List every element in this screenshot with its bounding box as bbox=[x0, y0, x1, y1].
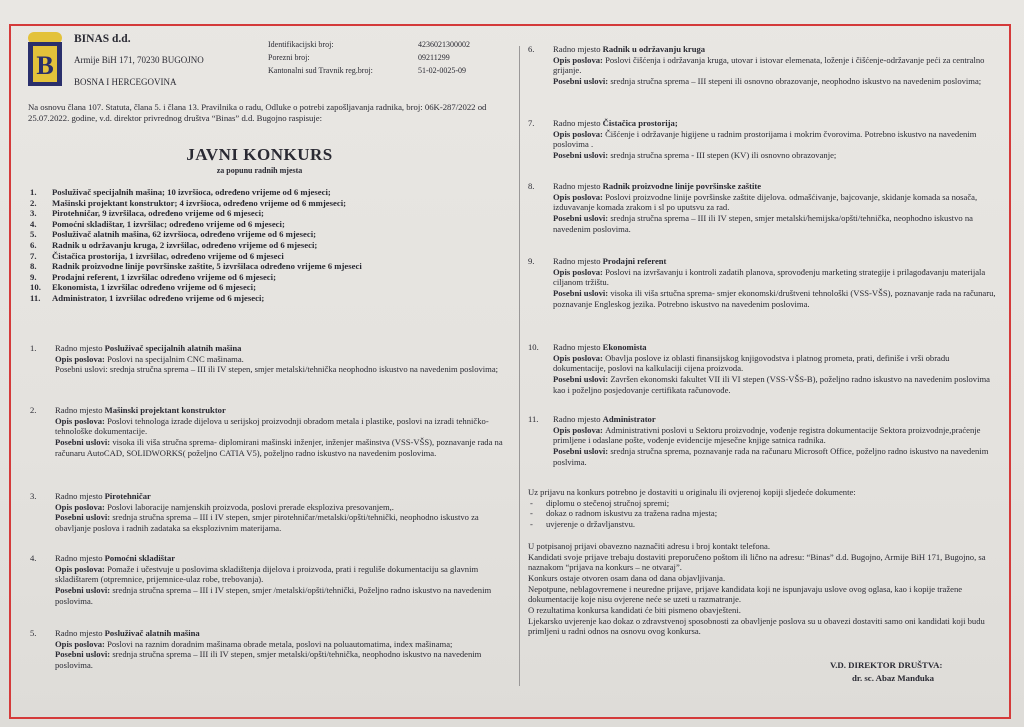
position-9: 9. Radno mjesto Prodajni referent Opis poslova: Poslovi na izvršavanju i kontroli zadatih planova, sprovođenju marketing strategije i prilagođavanju materijala ciljanom tržištu. Posebni uslovi: visoka ili viša srtučna sprema- smjer ekonomski/društveni tehnološki (VSS-VŠS), poznavanje rada na računaru, poznavanje Engleskog jezika. Potrebno iskustvo na navedenim poslovima. bbox=[528, 256, 996, 309]
binas-logo-icon bbox=[27, 32, 63, 86]
requirements-paragraph: Konkurs ostaje otvoren osam dana od dana objavljivanja. bbox=[528, 572, 726, 583]
position-6: 6. Radno mjesto Radnik u održavanju kruga Opis poslova: Poslovi čišćenja i održavanja kruga, utovar i istovar elemenata, loženje i čišćenje-održavanje peći za centralno grijanje. Posebni uslovi: srednja stručna sprema – III stepeni ili osnovno obrazovanje, neophodno iskustvo na navedenim poslovima; bbox=[528, 44, 985, 87]
list-item: 10. Ekonomista, 1 izvršilac određeno vrijeme od 6 mjeseci; bbox=[30, 282, 256, 293]
registry-tax-value: 09211299 bbox=[418, 53, 450, 62]
list-item: 2. Mašinski projektant konstruktor; 4 izvršioca, određeno vrijeme od 6 mmjeseci; bbox=[30, 197, 347, 208]
registry-tax-label: Porezni broj: bbox=[268, 53, 310, 62]
company-country: BOSNA I HERCEGOVINA bbox=[74, 77, 177, 87]
position-7: 7. Radno mjesto Čistačica prostorija; Opis poslova: Čišćenje i održavanje higijene u radnim prostorijama i mokrim čvorovima. Potrebno iskustvo na navedenim poslovima . Posebni uslovi: srednja stručna sprema - III stepen (KV) ili osnovno obrazovanje; bbox=[528, 118, 977, 161]
position-10: 10. Radno mjesto Ekonomista Opis poslova: Obavlja poslove iz oblasti finansijskog knjigovodstva i platnog prometa, prati, definiše i vrši obradu dokumentacije, poslovi na kalkulaciji cijena proizvoda. Posebni uslovi: Završen ekonomski fakultet VII ili VI stepen (VSS-VŠS-B), poželjno radno iskustvo na navedenim poslovima kao i poželjno posjedovanje certifikata računovođe. bbox=[528, 342, 990, 395]
requirements-paragraph: Kandidati svoje prijave trebaju dostaviti preporučeno poštom ili lično na adresu: “Binas” d.d. Bugojno, Armije BiH 171, Bugojno, sa naznakom “prijava na konkurs – ne otvaraj”. bbox=[528, 551, 986, 573]
list-item: 6. Radnik u održavanju kruga, 2 izvršilac, određeno vrijeme od 6 mjeseci; bbox=[30, 239, 318, 250]
list-item: - dokaz o radnom iskustvu za tražena radna mjesta; bbox=[530, 508, 718, 519]
summary-list bbox=[30, 187, 362, 304]
registry-court-label: Kantonalni sud Travnik reg.broj: bbox=[268, 66, 373, 75]
list-item: 7. Čistačica prostorija, 1 izvršilac, određeno vrijeme od 6 mjeseci bbox=[30, 250, 284, 261]
list-item: - uvjerenje o državljanstvu. bbox=[530, 519, 636, 530]
position-8: 8. Radno mjesto Radnik proizvodne linije površinske zaštite Opis poslova: Poslovi proizvodne linije površinske zaštite dijelova. odmašćivanje, bajcovanje, skidanje komada sa nosača, izduvavanje komada zrakom i sl po uputsvu za rad. Posebni uslovi: srednja stručna sprema – III ili IV stepen, smjer metalski/hemijska/opšti/tehnička, neophodno iskustvo na navedenim poslovima. bbox=[528, 181, 978, 234]
company-address: Armije BiH 171, 70230 BUGOJNO bbox=[74, 55, 204, 65]
registry-court-value: 51-02-0025-09 bbox=[418, 66, 466, 75]
list-item: - diplomu o stečenoj stručnoj spremi; bbox=[530, 497, 670, 508]
signature-title: V.D. DIREKTOR DRUŠTVA: bbox=[830, 660, 943, 670]
list-item: 8. Radnik proizvodne linije površinske zaštite, 5 izvršilaca određeno vrijeme 6 mjeseci bbox=[30, 261, 362, 272]
requirements-paragraph: O rezultatima konkursa kandidati će biti pismeno obavješteni. bbox=[528, 605, 741, 616]
registry-id-value: 4236021300002 bbox=[418, 40, 470, 49]
svg-text:B: B bbox=[36, 51, 54, 80]
page-subtitle: za popunu radnih mjesta bbox=[216, 166, 303, 175]
column-divider bbox=[519, 46, 520, 686]
page-title: JAVNI KONKURS bbox=[186, 145, 333, 164]
list-item: 11. Administrator, 1 izvršilac određeno vrijeme od 6 mjeseci; bbox=[30, 292, 265, 303]
requirements-paragraph: Ljekarsko uvjerenje kao dokaz o zdravstvenoj sposobnosti za obavljenje poslova su u obavezi dostaviti samo oni kandidati koji budu primljeni u radni odnos na osnovu ovog konkursa. bbox=[528, 615, 985, 637]
requirements-intro: Uz prijavu na konkurs potrebno je dostaviti u originalu ili ovjerenoj kopiji sljedeće dokumente: bbox=[528, 487, 856, 497]
requirements-block bbox=[528, 487, 994, 637]
position-1: 1. Radno mjesto Posluživač specijalnih alatnih mašina Opis poslova: Poslovi na specijalnim CNC mašinama. Posebni uslovi: srednja stručna sprema – III ili IV stepen, smjer metalski/tehnička neophodno iskustvo na navedenim poslovima; bbox=[30, 343, 499, 375]
position-2: 2. Radno mjesto Mašinski projektant konstruktor Opis poslova: Poslovi tehnologa izrade dijelova u serijskoj proizvodnji obradom metala i plastike, poslovi na izradi tehničko-tehnološke dokumentacije. Posebni uslovi: visoka ili viša stručna sprema- diplomirani mašinski inženjer, inženjer mašinstva (VSS-VŠS), poznavanje rada na računaru AutoCAD, SOLIDWORKS( poželjno CATIA V5), poželjno radno iskustvo na navedenim poslovima. bbox=[30, 405, 503, 458]
company-name: BINAS d.d. bbox=[74, 33, 131, 45]
requirements-paragraph: U potpisanoj prijavi obavezno naznačiti adresu i broj kontakt telefona. bbox=[528, 540, 770, 551]
position-5: 5. Radno mjesto Posluživač alatnih mašina Opis poslova: Poslovi na raznim doradnim mašinama obrade metala, poslovi na poluautomatima, index mašinama; Posebni uslovi: srednja stručna sprema – III ili IV stepen, smjer metalski/opšti/tehnička, neophodno iskustvo na navedenim poslovima. bbox=[30, 628, 482, 671]
list-item: 3. Pirotehničar, 9 izvršilaca, određeno vrijeme od 6 mjeseci; bbox=[30, 208, 264, 219]
requirements-paragraph: Nepotpune, neblagovremene i neuredne prijave, prijave kandidata koji ne ispunjavaju uslove ovog oglasa, kao i kopije tražene dokumentacije koje nisu ovjerene neće se uzeti u razmatranje. bbox=[528, 583, 963, 605]
list-item: 9. Prodajni referent, 1 izvršilac određeno vrijeme od 6 mjeseci; bbox=[30, 271, 276, 282]
intro-paragraph: Na osnovu člana 107. Statuta, člana 5. i člana 13. Pravilnika o radu, Odluke o potrebi zapošljavanja radnika, broj: 06K-287/2022 od 25.07.2022. godine, v.d. direktor privrednog društva “Binas” d.d. Bugojno raspisuje: bbox=[28, 102, 487, 123]
signature-name: dr. sc. Abaz Manđuka bbox=[852, 673, 935, 683]
list-item: 4. Pomoćni skladištar, 1 izvršilac; određeno vrijeme od 6 mjeseci; bbox=[30, 218, 285, 229]
position-11: 11. Radno mjesto Administrator Opis poslova: Administrativni poslovi u Sektoru proizvodnje, vođenje registra dokumentacije Sektora proizvodnje,praćenje primljene i odaslane pošte, vođenje evidencije mjesečne knjige satnica radnika. Posebni uslovi: srednja stručna sprema, poznavanje rada na računaru Microsoft Office, poželjno radno iskustvo na navedenim poslvima. bbox=[528, 414, 989, 467]
position-3: 3. Radno mjesto Pirotehničar Opis poslova: Poslovi laboracije namjenskih proizvoda, poslovi prerade eksploziva presovanjem,. Posebni uslovi: srednja stručna sprema – III i IV stepen, smjer pirotehničar/metalski/opšti/tehnički, neophodno iskustvo za obavljanje poslova i radnih zadataka sa eksplozivnim materijama. bbox=[30, 491, 479, 534]
list-item: 1. Posluživač specijalnih mašina; 10 izvršioca, određeno vrijeme od 6 mjeseci; bbox=[30, 187, 331, 197]
list-item: 5. Posluživač alatnih mašina, 62 izvršioca, određeno vrijeme od 6 mjeseci; bbox=[30, 229, 317, 240]
position-4: 4. Radno mjesto Pomoćni skladištar Opis poslova: Pomaže i učestvuje u poslovima skladištenja dijelova i proizvoda, prati i reguliše dokumentaciju sa glavnim skladištarem (otpremnice, prijemnice-ulaz robe, trebovanja). Posebni uslovi: srednja stručna sprema – III i IV stepen, smjer /metalski/opšti/tehnički, Poželjno radno iskustvo na navedenim poslovima. bbox=[30, 553, 492, 606]
registry-id-label: Identifikacijski broj: bbox=[268, 40, 334, 49]
